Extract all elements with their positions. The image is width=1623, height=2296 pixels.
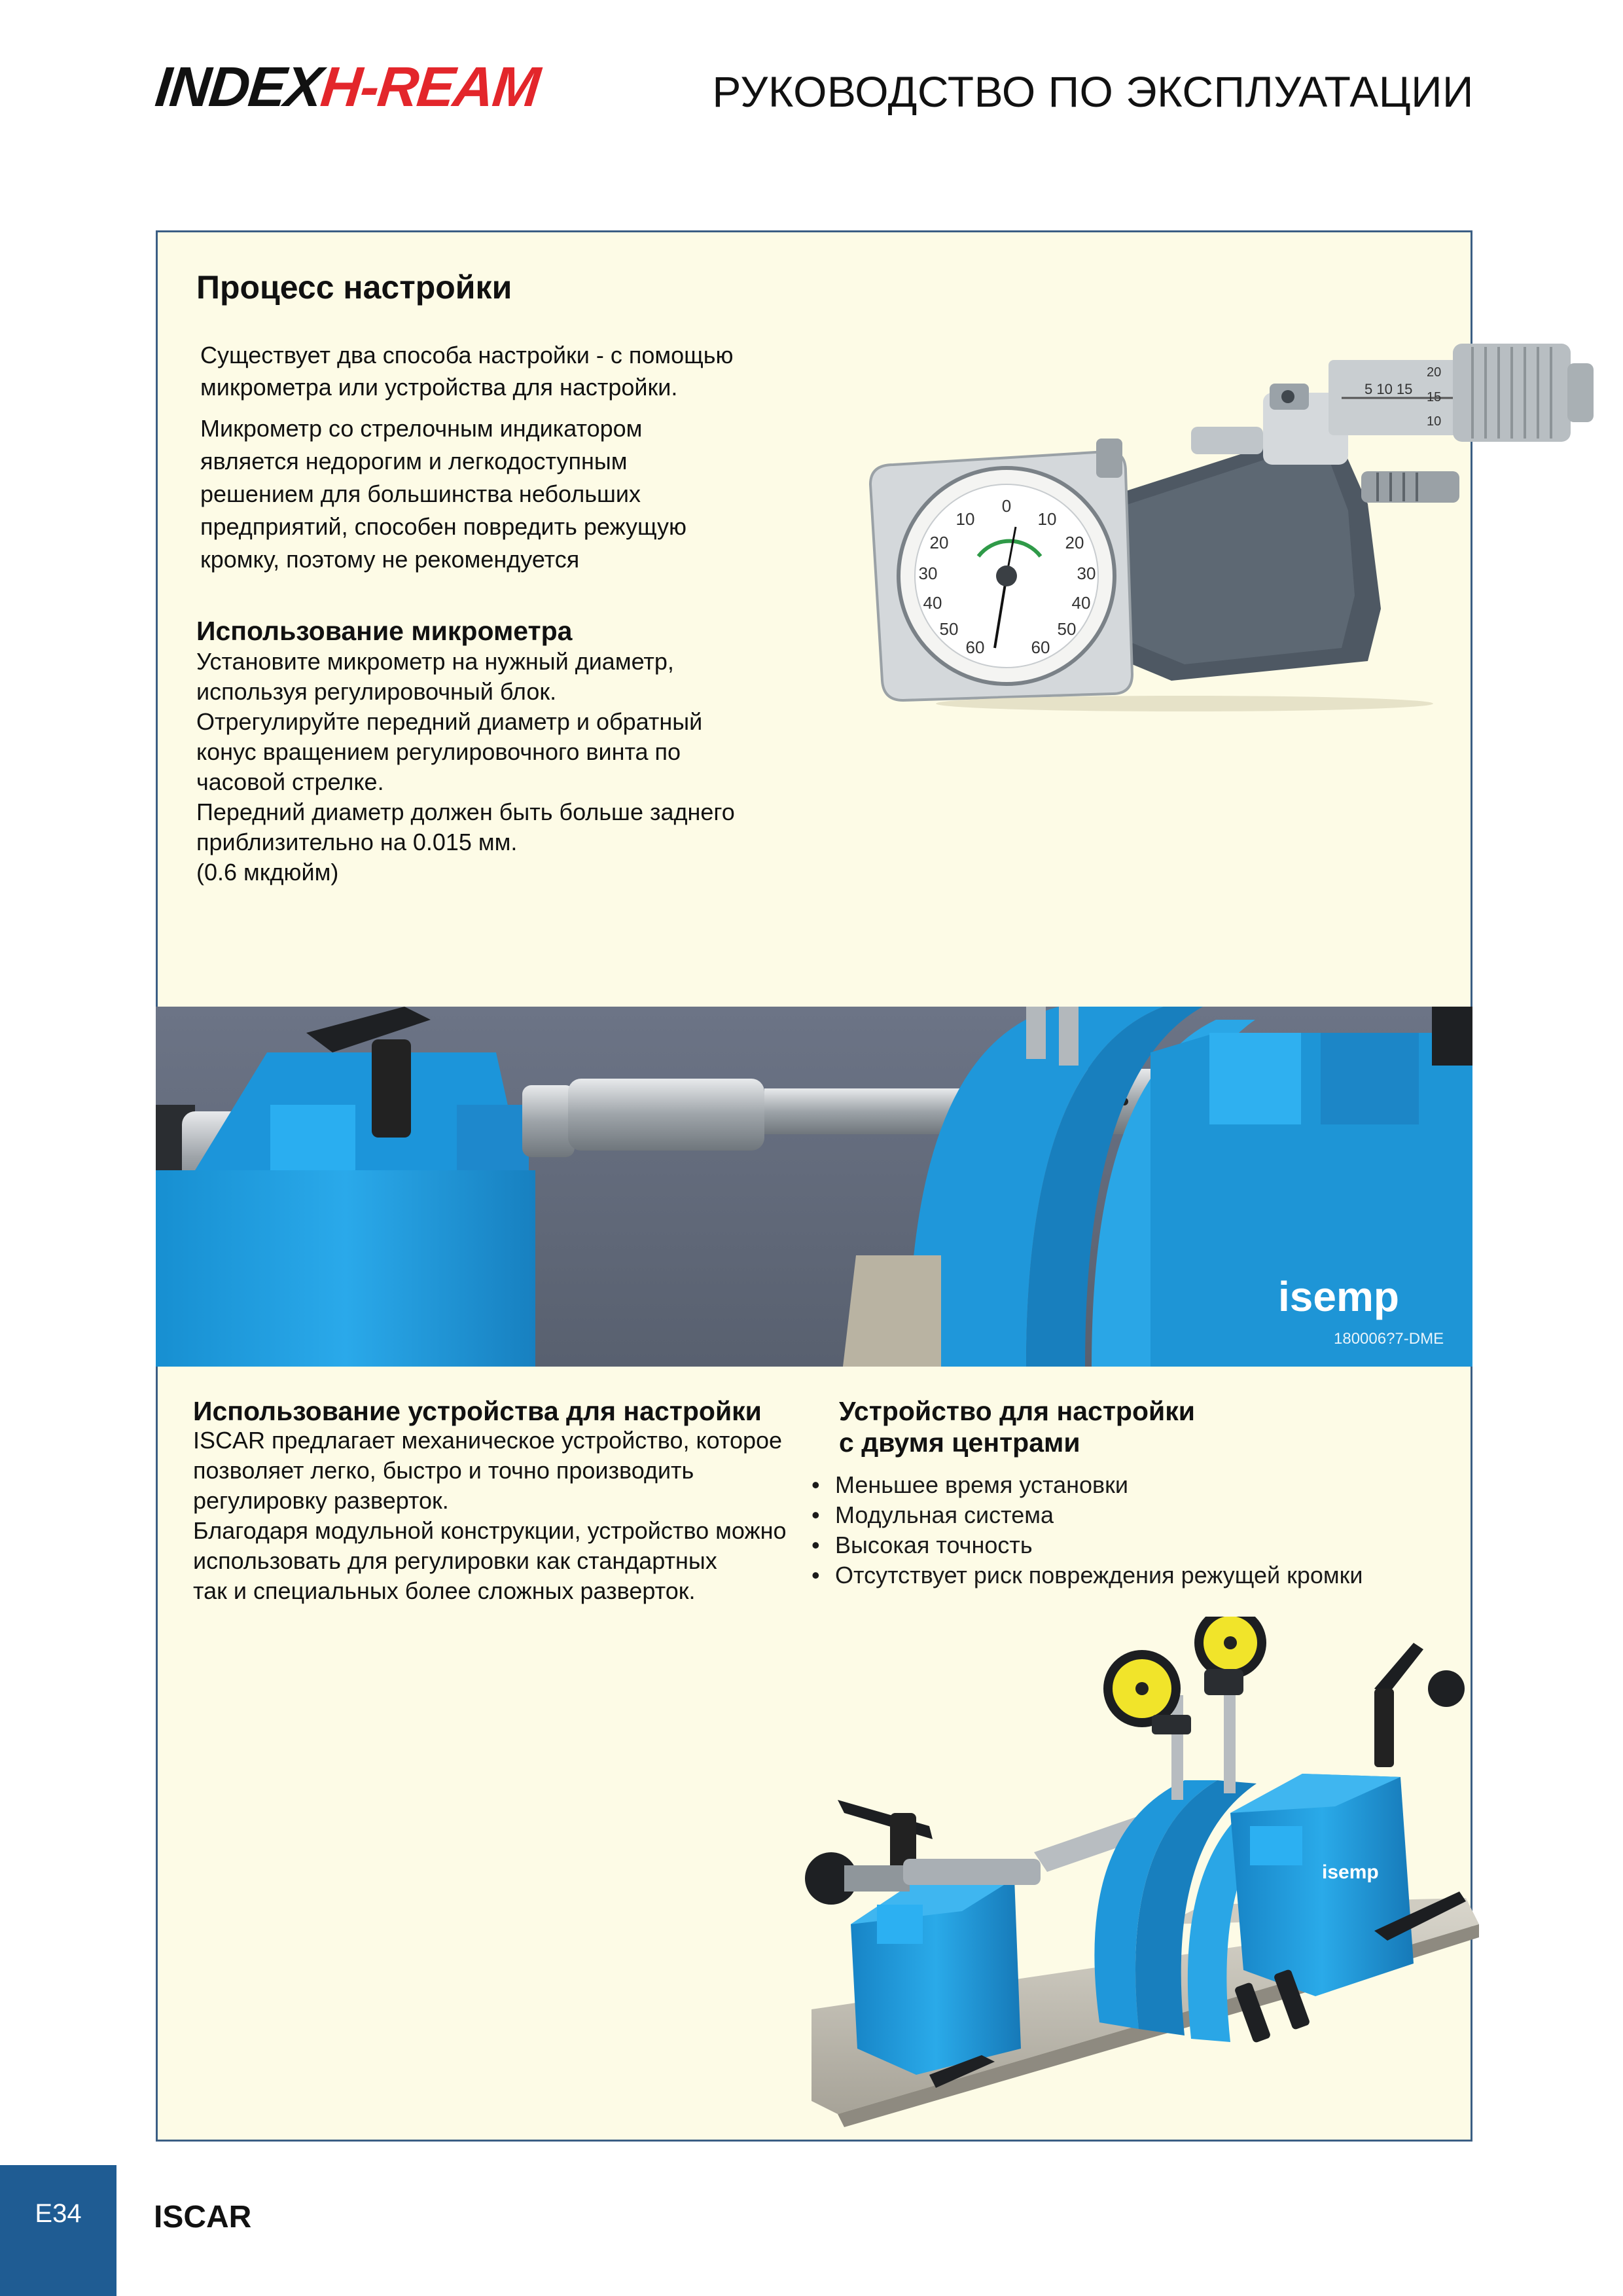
footer-brand: ISCAR xyxy=(154,2200,252,2234)
dial-number: 40 xyxy=(923,593,942,613)
band-brand-label: isemp xyxy=(1278,1273,1399,1320)
text-line: использовать для регулировки как стандартных xyxy=(193,1547,717,1574)
page-number-box xyxy=(0,2165,116,2296)
list-item xyxy=(812,1560,1363,1590)
list-item xyxy=(812,1530,1363,1560)
dial-number: 20 xyxy=(1065,533,1084,552)
text-line: часовой стрелке. xyxy=(196,768,384,795)
text-line: ISCAR предлагает механическое устройство, которое xyxy=(193,1427,783,1454)
heading-line: с двумя центрами xyxy=(839,1427,1080,1458)
bullet-glyph: • xyxy=(812,1532,820,1558)
logo xyxy=(152,58,541,117)
text-line: конус вращением регулировочного винта по xyxy=(196,738,681,765)
text-line: Микрометр со стрелочным индикатором xyxy=(200,415,643,442)
bullet-text: Отсутствует риск повреждения режущей кромки xyxy=(835,1562,1363,1588)
dial-number: 20 xyxy=(929,533,949,552)
text-line: кромку, поэтому не рекомендуется xyxy=(200,546,580,573)
bullet-text: Меньшее время установки xyxy=(835,1471,1128,1498)
logo-part-hream: H-REAM xyxy=(317,56,542,118)
feature-bullet-list xyxy=(812,1470,1363,1590)
text-line: является недорогим и легкодоступным xyxy=(200,448,628,475)
bullet-glyph: • xyxy=(812,1501,820,1528)
text-line: позволяет легко, быстро и точно производить xyxy=(193,1457,694,1484)
paragraph-dial-micrometer xyxy=(200,412,687,576)
text-line: Отрегулируйте передний диаметр и обратный xyxy=(196,708,703,735)
thimble-mark: 10 xyxy=(1427,414,1442,429)
text-line: используя регулировочный блок. xyxy=(196,678,557,705)
bullet-text: Модульная система xyxy=(835,1501,1054,1528)
paragraph-setup-intro xyxy=(200,339,734,403)
two-center-setting-device-illustration xyxy=(798,1617,1505,2127)
list-item xyxy=(812,1470,1363,1500)
dial-number: 10 xyxy=(1037,509,1057,529)
heading-line: Устройство для настройки xyxy=(839,1396,1195,1426)
text-line: Передний диаметр должен быть больше заднего xyxy=(196,798,735,825)
bullet-text: Высокая точность xyxy=(835,1532,1033,1558)
dial-number: 10 xyxy=(955,509,975,529)
logo-part-index: INDEX xyxy=(152,56,325,118)
text-line: микрометра или устройства для настройки. xyxy=(200,374,678,401)
sleeve-scale-label: 5 10 15 xyxy=(1364,381,1413,397)
thimble-mark: 20 xyxy=(1427,365,1442,380)
text-line: решением для большинства небольших xyxy=(200,480,641,507)
bullet-glyph: • xyxy=(812,1562,820,1588)
dial-number: 60 xyxy=(1031,637,1050,657)
page-number: E34 xyxy=(35,2199,82,2228)
text-line: (0.6 мкдюйм) xyxy=(196,859,339,886)
section-heading-setting-device-use: Использование устройства для настройки xyxy=(193,1396,762,1426)
section-heading-micrometer-use: Использование микрометра xyxy=(196,616,573,646)
dial-number: 30 xyxy=(1077,564,1096,583)
text-line: Благодаря модульной конструкции, устройство можно xyxy=(193,1517,787,1544)
text-line: Установите микрометр на нужный диаметр, xyxy=(196,648,674,675)
band-serial-label: 180006?7-DME xyxy=(1334,1330,1444,1348)
setting-device-closeup-photo xyxy=(156,1007,1472,1367)
text-line: приблизительно на 0.015 мм. xyxy=(196,829,518,855)
dial-number: 50 xyxy=(939,619,959,639)
dial-number: 60 xyxy=(965,637,985,657)
text-line: регулировку разверток. xyxy=(193,1487,449,1514)
paragraph-setting-device xyxy=(193,1426,787,1606)
text-line: предприятий, способен повредить режущую xyxy=(200,513,687,540)
bullet-glyph: • xyxy=(812,1471,820,1498)
section-heading-two-center-device xyxy=(839,1395,1195,1458)
list-item xyxy=(812,1500,1363,1530)
section-heading-setup-process: Процесс настройки xyxy=(196,269,512,306)
dial-number: 30 xyxy=(918,564,938,583)
dial-micrometer-illustration xyxy=(844,281,1610,713)
thimble-mark: 15 xyxy=(1427,390,1442,404)
text-line: так и специальных более сложных разверток. xyxy=(193,1577,696,1604)
document-title: РУКОВОДСТВО ПО ЭКСПЛУАТАЦИИ xyxy=(712,67,1474,116)
device-brand-label: isemp xyxy=(1322,1861,1379,1883)
dial-number: 40 xyxy=(1071,593,1091,613)
dial-number: 0 xyxy=(1001,496,1012,516)
text-line: Существует два способа настройки - с помощью xyxy=(200,342,734,368)
paragraph-micrometer-instructions xyxy=(196,647,735,888)
dial-number: 50 xyxy=(1057,619,1077,639)
